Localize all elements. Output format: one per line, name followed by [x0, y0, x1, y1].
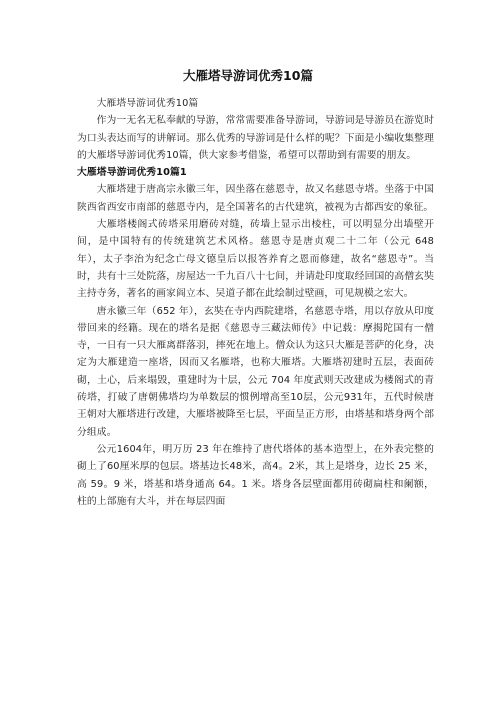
document-body: [77, 95, 434, 510]
paragraph: 大雁塔楼阁式砖塔采用磨砖对缝，砖墙上显示出棱柱，可以明显分出墙壁开间，是中国特有的传统建筑艺术风格。慈恩寺是唐贞观二十二年（公元 648 年），太子李治为纪念亡母文德皇后以报答养育之恩而修建，故名“慈恩寺”。当时，共有十三处院落，房屋达一千九百八十七间，并请赴印度取经回国的高僧玄奘主持寺务，著名的画家阎立本、吴道子都在此绘制过壁画，可见规模之宏大。: [77, 219, 434, 300]
section-heading: 大雁塔导游词优秀10篇1: [77, 167, 187, 179]
paragraph: 作为一无名无私奉献的导游，常常需要准备导游词，导游词是导游员在游览时为口头表达而写的讲解词。那么优秀的导游词是什么样的呢？下面是小编收集整理的大雁塔导游词优秀10篇，供大家参考借鉴，希望可以帮助到有需要的朋友。: [77, 115, 434, 161]
page-title: 大雁塔导游词优秀10篇: [183, 68, 313, 83]
paragraph: 大雁塔建于唐高宗永徽三年，因坐落在慈恩寺，故又名慈恩寺塔。坐落于中国陕西省西安市南部的慈恩寺内，是全国著名的古代建筑，被视为古都西安的象征。: [77, 184, 434, 213]
paragraph: 大雁塔导游词优秀10篇: [96, 98, 199, 109]
paragraph: 公元1604年，明万历 23 年在维持了唐代塔体的基本造型上，在外表完整的砌上了60厘米厚的包层。塔基边长48米，高4。2米，其上是塔身，边长 25 米，高 59。9 米，塔基和塔身通高 64。1 米。塔身各层壁面都用砖砌扁柱和阑额，柱的上部施有大斗，并在每层四面: [77, 443, 434, 507]
paragraph: 唐永徽三年（652 年），玄奘在寺内西院建塔，名慈恩寺塔，用以存放从印度带回来的经籍。现在的塔名是据《慈恩寺三藏法师传》中记载：摩揭陀国有一僧寺，一日有一只大雁离群落羽，摔死在地上。僧众认为这只大雁是菩萨的化身，决定为大雁建造一座塔，因而又名雁塔，也称大雁塔。大雁塔初建时五层，表面砖砌，土心，后来塌毁，重建时为十层，公元 704 年度武则天改建成为楼阁式的青砖塔，打破了唐朝佛塔均为单数层的惯例增高至10层，公元931年，五代时候唐王朝对大雁塔进行改建，大雁塔被降至七层，平面呈正方形，由塔基和塔身两个部分组成。: [77, 305, 434, 438]
